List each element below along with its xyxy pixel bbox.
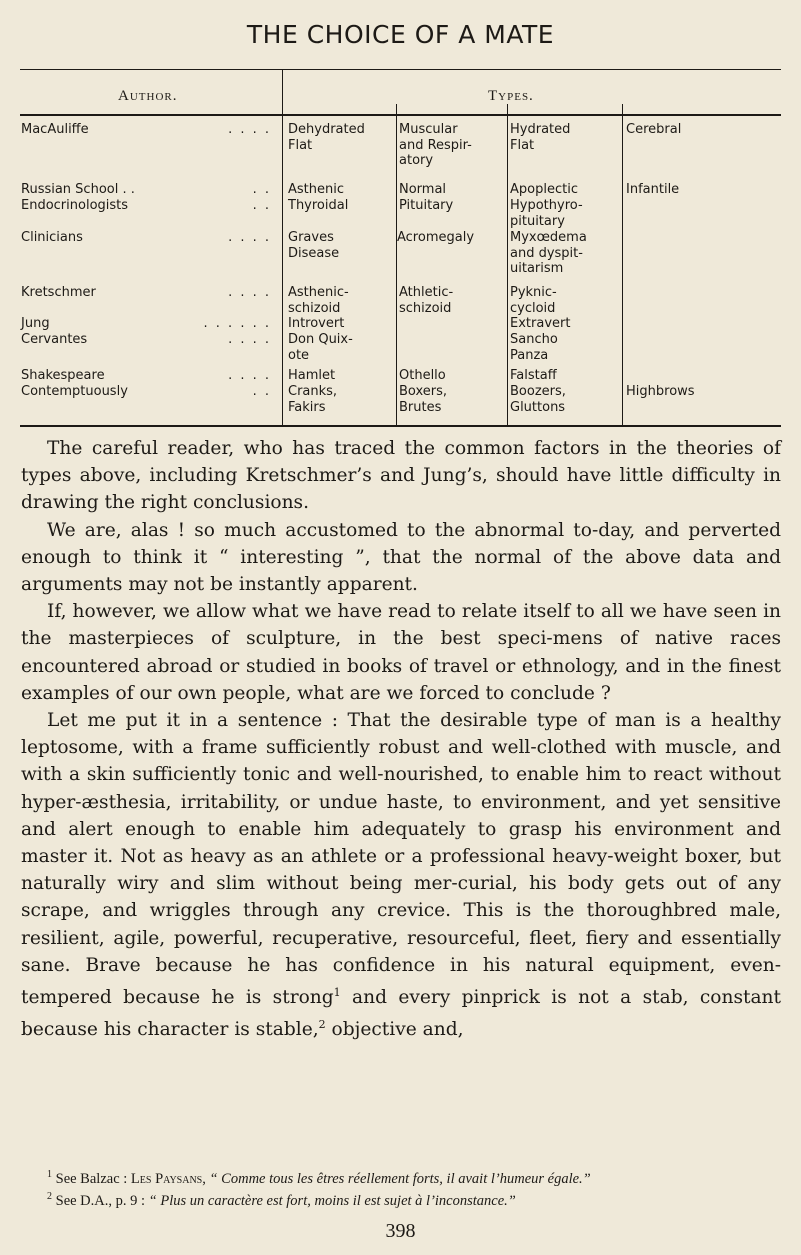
leader-dots: . . . . (228, 230, 271, 245)
table-row-author (21, 316, 279, 332)
leader-dots: . . (252, 198, 271, 213)
table-cell-c2: Acromegaly (397, 230, 475, 245)
table-row-author (21, 285, 279, 301)
author-name: Clinicians (21, 230, 83, 245)
footnote-1: $^1$ See Balzac : Les Paysans, “ Comme tous les êtres réellement forts, il avait l’humeur égale.” (47, 1169, 591, 1187)
footnote-ref-2: 2 (318, 1018, 326, 1032)
table-cell-c3: Falstaff (510, 368, 557, 383)
running-head: THE CHOICE OF A MATE (246, 20, 555, 49)
table-cell-c3: Sancho Panza (510, 332, 558, 363)
types-column-rule-1 (396, 104, 397, 425)
paragraph-1: The careful reader, who has traced the common factors in the theories of types above, including Kretschmer’s and Jung’s, should have little difficulty in drawing the right conclusions. (21, 438, 781, 514)
table-cell-c1: Don Quix- ote (288, 332, 353, 363)
table-cell-c2: Normal (399, 182, 447, 197)
table-bottom-rule (20, 425, 781, 427)
author-name: Shakespeare (21, 368, 105, 383)
table-cell-c2: Othello (399, 368, 446, 383)
table-top-rule (20, 69, 781, 70)
paragraph-4-part-a: Let me put it in a sentence : That the desirable type of man is a healthy leptosome, with a frame sufficiently robust and well-clothed with muscle, and with a skin sufficiently tonic and well-nourished, to enable him to react without hyper-æsthesia, irritability, or undue haste, to environment, and yet sensitive and alert enough to enable him adequately to grasp his environment and master it. Not as heavy as an athlete or a professional heavy-weight boxer, but naturally wiry and slim without being mer-curial, his body gets out of any scrape, and wriggles through any crevice. This is the thoroughbred male, resilient, agile, powerful, recuperative, resourceful, fleet, fiery and essentially sane. Brave because he has confidence in his natural equipment, even-tempered because he is strong (21, 710, 781, 1009)
footnote-1-lead: See Balzac : (52, 1170, 131, 1187)
table-cell-c2: Muscular and Respir- atory (399, 122, 472, 168)
table-cell-c1: Graves Disease (288, 230, 340, 261)
author-name: Contemptuously (21, 384, 128, 399)
paragraph-3: If, however, we allow what we have read to relate itself to all we have seen in the masterpieces of sculpture, in the best speci-mens of native races encountered abroad or studied in books of travel or ethnology, and in the finest examples of our own people, what are we forced to conclude ? (21, 601, 781, 704)
leader-dots: . . (252, 384, 271, 399)
table-cell-c3: Hydrated Flat (510, 122, 571, 153)
paragraph-4-part-b: and every pinprick is not a stab, constant because his character is stable, (21, 987, 782, 1041)
author-name: MacAuliffe (21, 122, 89, 137)
leader-dots: . . . . (228, 332, 271, 347)
table-cell-c1: Asthenic- schizoid (288, 285, 349, 316)
table-cell-c3: Apoplectic (510, 182, 578, 197)
table-cell-c4: Infantile (626, 182, 680, 197)
footnotes (21, 1166, 781, 1210)
table-cell-c2: Pituitary (399, 198, 454, 213)
table-cell-c4: Cerebral (626, 122, 682, 137)
table-row-author (21, 198, 279, 214)
author-name: Kretschmer (21, 285, 96, 300)
table-cell-c1: Hamlet (288, 368, 336, 383)
footnote-1-quote: “ Comme tous les êtres réellement forts, il avait l’humeur égale.” (209, 1170, 591, 1187)
leader-dots: . . . . . . (203, 316, 271, 331)
table-row-author (21, 368, 279, 384)
table-cell-c1: Thyroidal (288, 198, 349, 213)
footnote-2-lead: See D.A., p. 9 : (52, 1192, 149, 1209)
table-cell-c3: Hypothyro- pituitary (510, 198, 583, 229)
leader-dots: . . . . (228, 122, 271, 137)
table-cell-c3: Pyknic- cycloid (510, 285, 557, 316)
footnote-2-quote: “ Plus un caractère est fort, moins il est sujet à l’inconstance.” (148, 1192, 516, 1209)
footnote-1-mark: 1 (47, 1169, 52, 1180)
author-column-rule (282, 70, 283, 425)
table-cell-c2: Boxers, Brutes (399, 384, 448, 415)
table-row-author (21, 182, 279, 198)
types-column-rule-2 (507, 104, 508, 425)
table-cell-c3: Boozers, Gluttons (510, 384, 566, 415)
table-cell-c4: Highbrows (626, 384, 695, 399)
footnote-1-work: Les Paysans (130, 1170, 203, 1187)
table-row-author (21, 332, 279, 348)
table-cell-c3: Extravert (510, 316, 571, 331)
author-column-header: Author. (118, 88, 178, 104)
table-header-rule (20, 114, 781, 116)
paragraph-4 (21, 707, 781, 1044)
page-number: 398 (385, 1220, 416, 1242)
author-name: Cervantes (21, 332, 88, 347)
leader-dots: . . (252, 182, 271, 197)
author-name: Jung (21, 316, 50, 331)
table-cell-c1: Cranks, Fakirs (288, 384, 338, 415)
table-cell-c3: Myxœdema and dyspit- uitarism (510, 230, 587, 276)
footnote-2 (21, 1188, 781, 1210)
table-cell-c1: Dehydrated Flat (288, 122, 365, 153)
footnote-2-mark: 2 (47, 1190, 52, 1202)
table-cell-c1: Introvert (288, 316, 345, 331)
author-name: Endocrinologists (21, 198, 129, 213)
paragraph-4-part-c: objective and, (325, 1019, 464, 1041)
types-column-header: Types. (488, 88, 534, 104)
table-row-author (21, 230, 279, 246)
types-column-rule-3 (622, 104, 623, 425)
leader-dots: . . . . (228, 285, 271, 300)
author-name: Russian School . . (21, 182, 135, 197)
footnote-ref-1: 1 (333, 986, 341, 1000)
table-cell-c2: Athletic- schizoid (399, 285, 454, 316)
paragraph-2: We are, alas ! so much accustomed to the abnormal to-day, and perverted enough to think it “ interesting ”, that the normal of the above data and arguments may not be instantly apparent. (21, 519, 781, 596)
table-row-author (21, 122, 279, 138)
table-cell-c1: Asthenic (288, 182, 344, 197)
leader-dots: . . . . (228, 368, 271, 383)
table-row-author (21, 384, 279, 400)
body-text (21, 435, 781, 1044)
